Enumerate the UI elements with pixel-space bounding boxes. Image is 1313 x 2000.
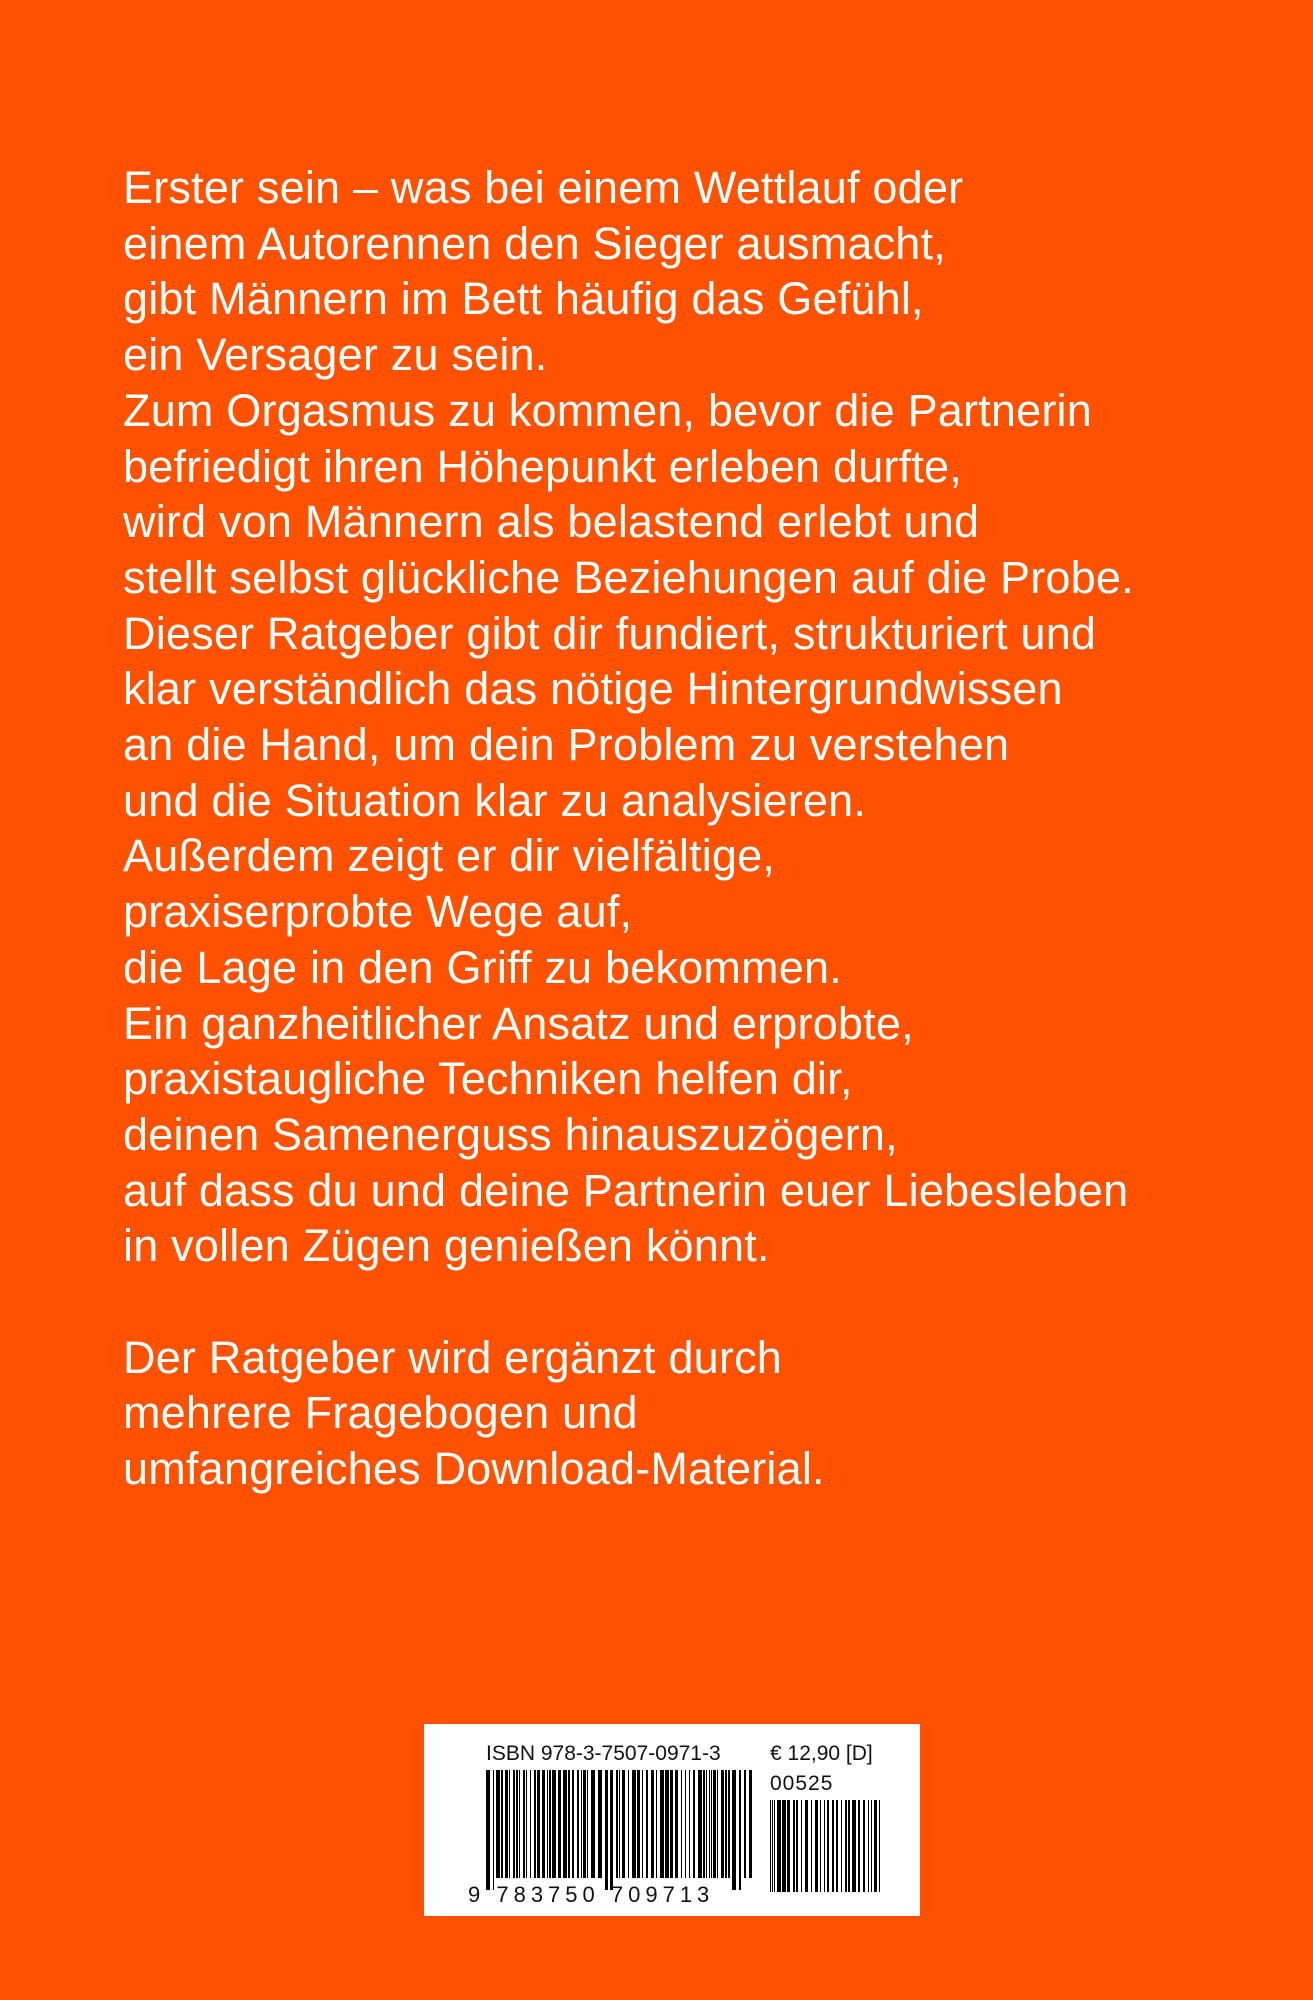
- blurb-line: gibt Männern im Bett häufig das Gefühl,: [123, 273, 924, 325]
- barcode-bar: [526, 1770, 527, 1878]
- barcode-bar: [845, 1800, 847, 1892]
- barcode-bar: [871, 1800, 872, 1892]
- barcode-bar: [681, 1770, 682, 1878]
- paragraph-gap: [123, 1274, 1223, 1330]
- barcode-bar: [632, 1770, 636, 1878]
- barcode-bar: [858, 1800, 860, 1892]
- barcode-bar: [782, 1800, 786, 1892]
- barcode-bar: [587, 1770, 588, 1878]
- barcode-bar: [770, 1800, 771, 1892]
- barcode-bar: [709, 1770, 710, 1878]
- blurb-line: an die Hand, um dein Problem zu verstehen: [123, 719, 1010, 771]
- blurb-line: einem Autorennen den Sieger ausmacht,: [123, 217, 946, 269]
- barcode-bar: [675, 1770, 678, 1878]
- barcode-bar: [827, 1800, 829, 1892]
- back-cover-blurb: [123, 160, 1223, 1497]
- barcode-bar: [616, 1770, 618, 1878]
- barcode-bar: [732, 1770, 736, 1890]
- closing-line: umfangreiches Download-Material.: [123, 1443, 825, 1495]
- barcode-bar: [744, 1770, 746, 1878]
- barcode-bar: [523, 1770, 525, 1878]
- barcode-bar: [583, 1770, 586, 1878]
- barcode-bar: [486, 1770, 490, 1890]
- barcode-bar: [863, 1800, 865, 1892]
- barcode-bar: [749, 1770, 752, 1878]
- barcode-bar: [530, 1770, 531, 1878]
- barcode-bar: [698, 1770, 702, 1878]
- barcode-bar: [516, 1770, 518, 1878]
- barcode-bar: [796, 1800, 798, 1892]
- barcode-bar: [706, 1770, 707, 1878]
- barcode-bar: [711, 1770, 712, 1878]
- barcode-bar: [787, 1800, 790, 1892]
- blurb-line: die Lage in den Griff zu bekommen.: [123, 941, 842, 993]
- barcode-bar: [505, 1770, 508, 1878]
- barcode-bar: [793, 1800, 795, 1892]
- blurb-line: wird von Männern als belastend erlebt und: [123, 496, 980, 548]
- barcode-bar: [619, 1770, 620, 1878]
- barcode-bar: [493, 1770, 494, 1890]
- barcode-bar: [841, 1800, 842, 1892]
- barcode-bar: [509, 1770, 510, 1878]
- barcode-bar: [815, 1800, 818, 1892]
- blurb-line: Erster sein – was bei einem Wettlauf oder: [123, 162, 964, 213]
- blurb-line: ein Versager zu sein.: [123, 329, 548, 381]
- barcode-bar: [801, 1800, 802, 1892]
- barcode-bar: [656, 1770, 657, 1878]
- barcode-bar: [519, 1770, 520, 1878]
- barcode-bar: [622, 1770, 625, 1878]
- barcode-bar: [811, 1800, 812, 1892]
- barcode-bar: [581, 1770, 582, 1878]
- blurb-line: Außerdem zeigt er dir vielfältige,: [123, 830, 776, 882]
- barcode-bar: [836, 1800, 838, 1892]
- blurb-line: Dieser Ratgeber gibt dir fundiert, strukturiert und: [123, 607, 1097, 659]
- closing-line: mehrere Fragebogen und: [123, 1387, 638, 1439]
- blurb-line: deinen Samenerguss hinauszuzögern,: [123, 1108, 898, 1160]
- barcode-bar: [549, 1770, 551, 1878]
- barcode-bar: [542, 1770, 545, 1878]
- blurb-line: auf dass du und deine Partnerin euer Liebesleben: [123, 1164, 1129, 1216]
- barcode-bar: [568, 1770, 570, 1878]
- barcode-bar: [513, 1770, 515, 1878]
- barcode-bar: [610, 1770, 613, 1890]
- blurb-line: und die Situation klar zu analysieren.: [123, 774, 867, 826]
- blurb-line: klar verständlich das nötige Hintergrundwissen: [123, 663, 1063, 715]
- closing-line: Der Ratgeber wird ergänzt durch: [123, 1331, 783, 1383]
- barcode-bar: [552, 1770, 556, 1878]
- ean-digits: 9 783750 709713: [468, 1882, 715, 1907]
- barcode-bar: [577, 1770, 579, 1878]
- barcode-bar: [874, 1800, 877, 1892]
- barcode-bar: [534, 1770, 536, 1878]
- barcode-bar: [725, 1770, 727, 1878]
- barcode-bar: [820, 1800, 821, 1892]
- barcode-bar: [628, 1770, 629, 1878]
- barcode-bar: [547, 1770, 548, 1878]
- blurb-line: Zum Orgasmus zu kommen, bevor die Partnerin: [123, 384, 1092, 436]
- price-text: € 12,90 [D]: [770, 1742, 873, 1765]
- barcode-bar: [739, 1770, 741, 1890]
- barcode-bar: [646, 1770, 648, 1878]
- barcode-bar: [703, 1770, 705, 1878]
- barcode-bar: [774, 1800, 775, 1892]
- barcode-bar: [879, 1800, 880, 1892]
- blurb-line: stellt selbst glückliche Beziehungen auf die Probe.: [123, 551, 1134, 603]
- addon-code: 00525: [770, 1772, 834, 1795]
- barcode-bar: [572, 1770, 574, 1878]
- barcode-bar: [651, 1770, 654, 1878]
- barcode-bar: [637, 1770, 640, 1878]
- blurb-line: befriedigt ihren Höhepunkt erleben durfte,: [123, 440, 962, 492]
- barcode-bar: [728, 1770, 730, 1878]
- barcode-bar: [660, 1770, 664, 1878]
- barcode-bar: [558, 1770, 561, 1878]
- barcode-bar: [537, 1770, 540, 1878]
- barcode-bar: [772, 1800, 773, 1892]
- barcode-bar: [848, 1800, 850, 1892]
- barcode-bar: [670, 1770, 673, 1878]
- blurb-line: Ein ganzheitlicher Ansatz und erprobte,: [123, 997, 914, 1049]
- barcode-bar: [563, 1770, 567, 1878]
- barcode-bar: [805, 1800, 808, 1892]
- barcode-bar: [717, 1770, 718, 1878]
- barcode-bar: [832, 1800, 834, 1892]
- blurb-line: praxistaugliche Techniken helfen dir,: [123, 1053, 853, 1105]
- barcode-bar: [496, 1770, 500, 1878]
- barcode-bar: [591, 1770, 595, 1878]
- barcode-bar: [642, 1770, 643, 1878]
- blurb-line: praxiserprobte Wege auf,: [123, 886, 633, 938]
- barcode-bar: [713, 1770, 716, 1878]
- blurb-line: in vollen Zügen genießen könnt.: [123, 1220, 770, 1272]
- barcode-bar: [598, 1770, 602, 1878]
- barcode-bar: [665, 1770, 669, 1878]
- barcode-bar: [721, 1770, 724, 1878]
- barcode-bar: [824, 1800, 825, 1892]
- barcode-bar: [777, 1800, 781, 1892]
- barcode-bar: [868, 1800, 869, 1892]
- barcode-bar: [605, 1770, 608, 1890]
- barcode-bar: [693, 1770, 695, 1878]
- barcode-bar: [501, 1770, 503, 1878]
- barcode-bar: [852, 1800, 856, 1892]
- barcode-label: [424, 1724, 920, 1916]
- isbn-text: ISBN 978-3-7507-0971-3: [486, 1742, 721, 1765]
- barcode-bar: [685, 1770, 686, 1878]
- barcode-bar: [689, 1770, 690, 1878]
